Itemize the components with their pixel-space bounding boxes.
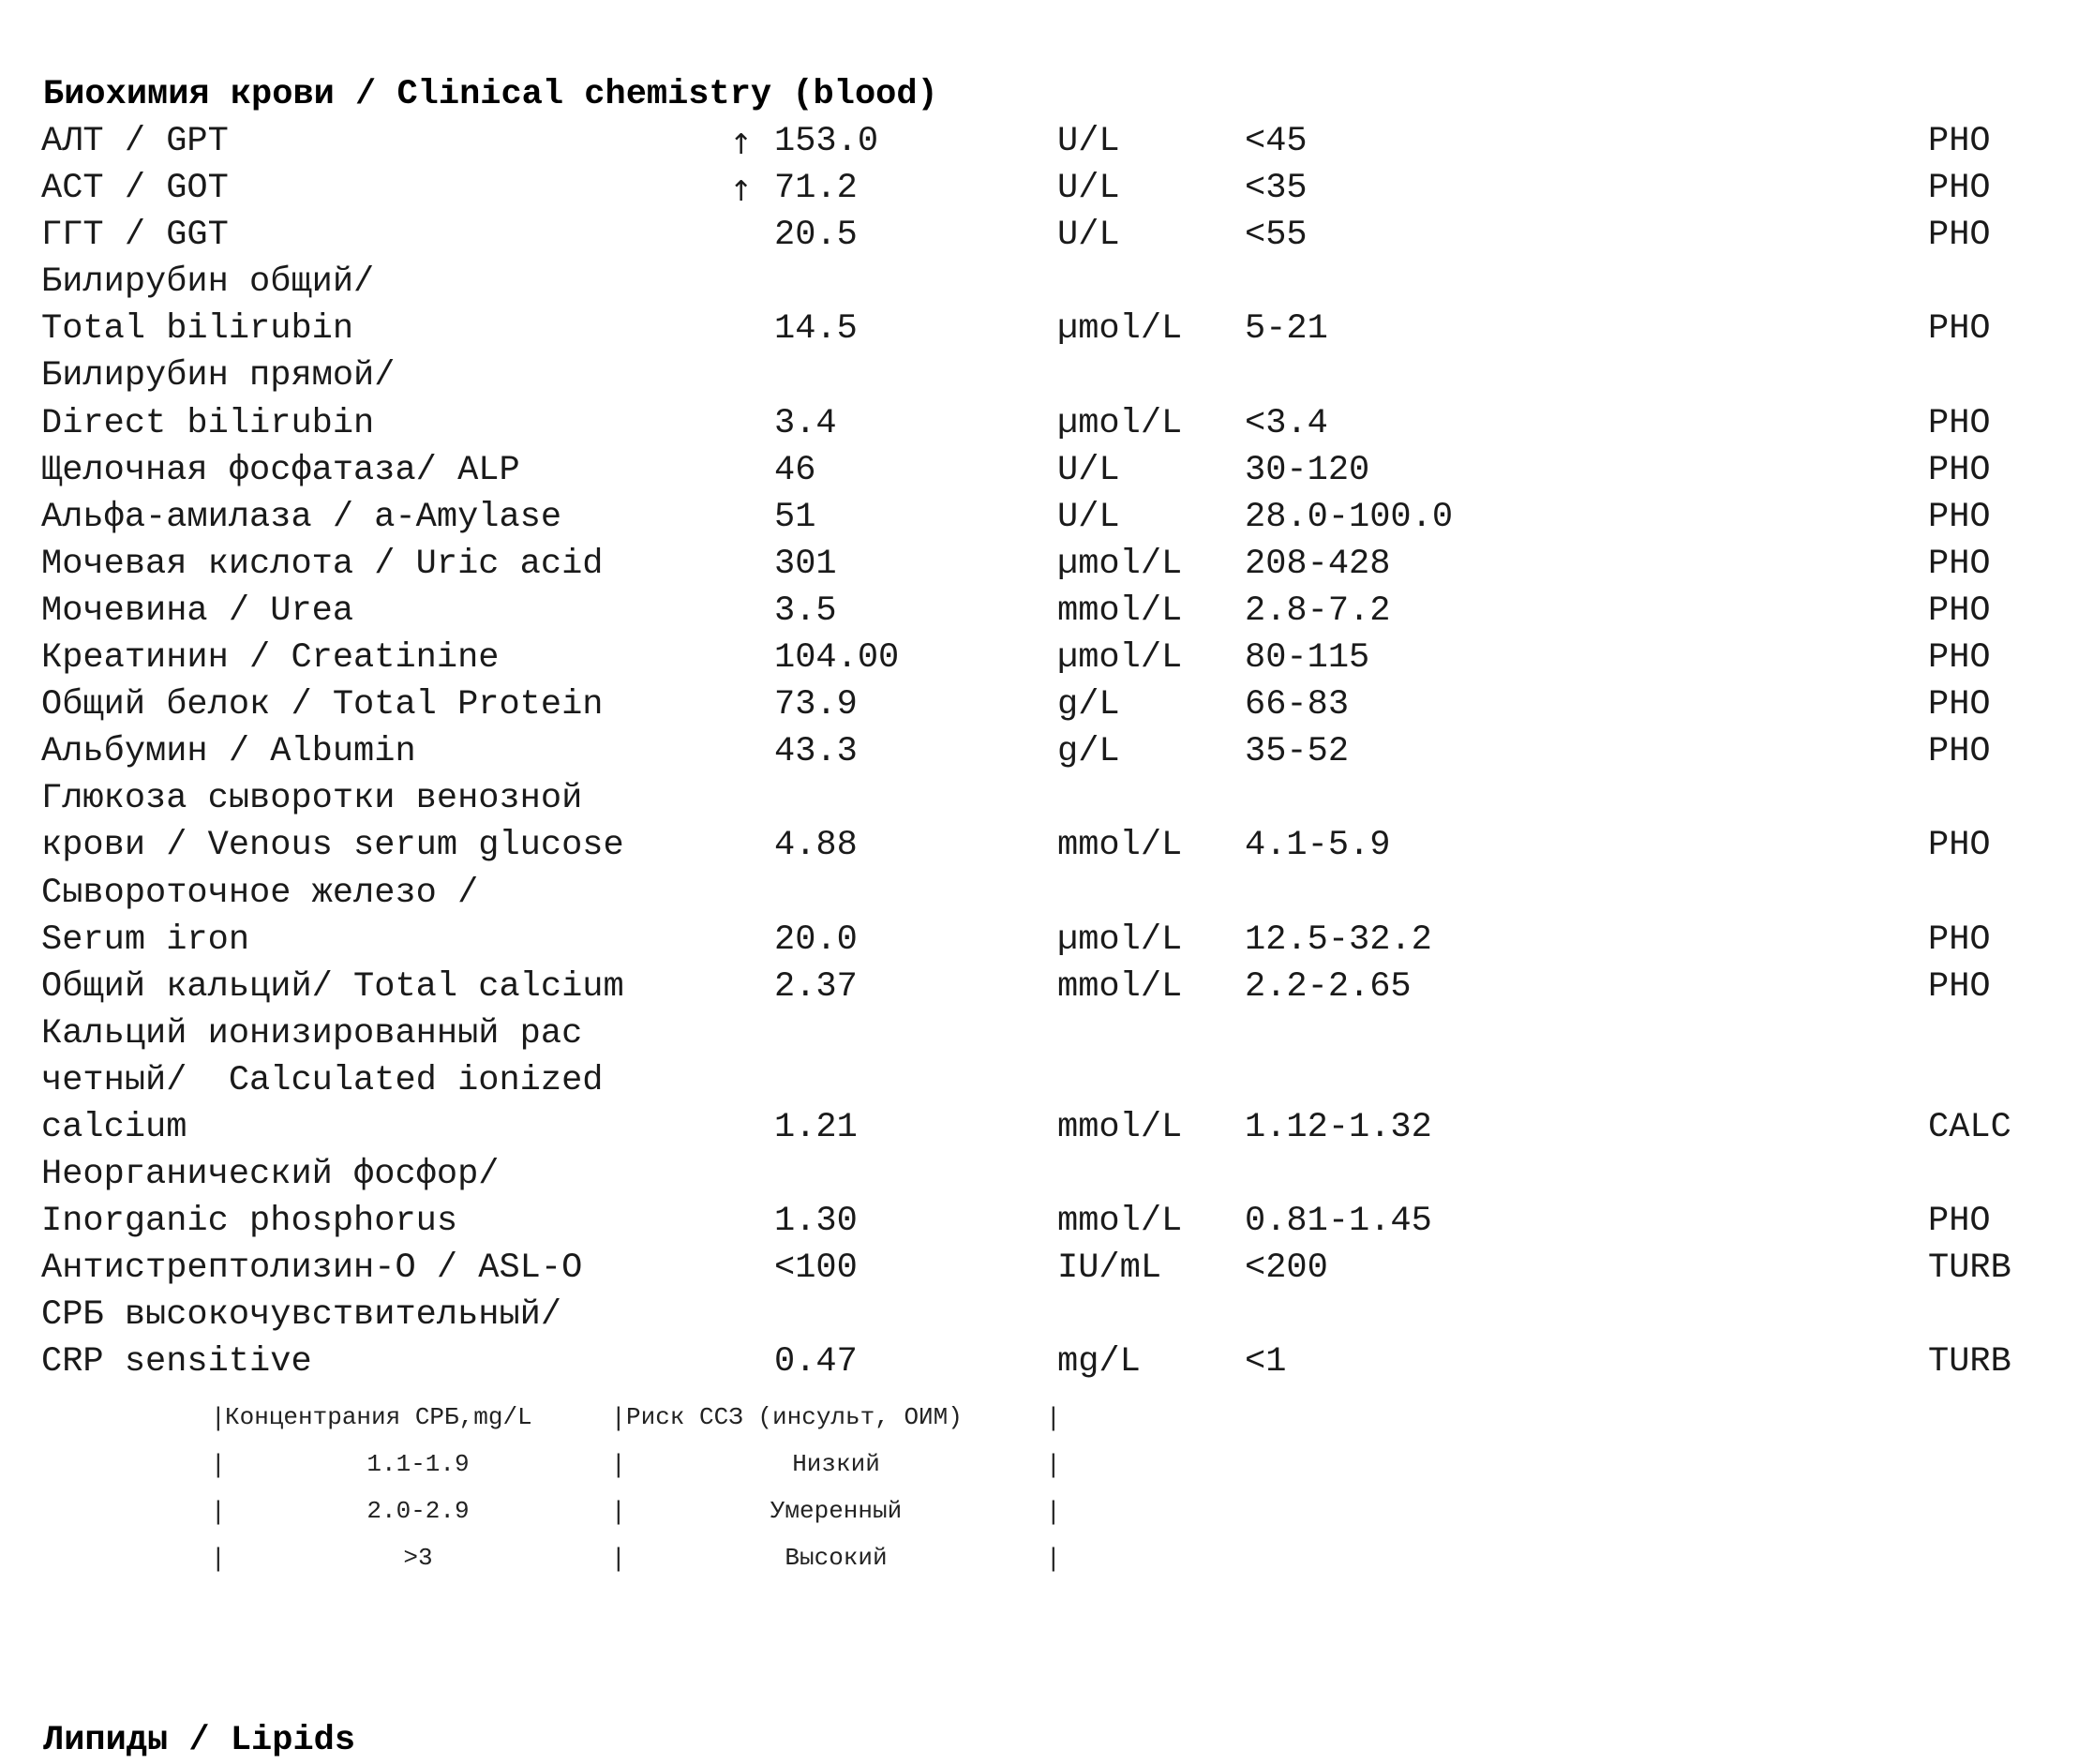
risk-level: Высокий (785, 1544, 888, 1572)
test-name: CRP sensitive (41, 1342, 312, 1383)
reference-range: <35 (1245, 169, 1308, 209)
result-unit: µmol/L (1057, 638, 1183, 679)
table-border: | (1046, 1544, 1061, 1572)
result-unit: g/L (1057, 685, 1120, 725)
result-row (0, 447, 2093, 494)
risk-table-row (0, 1487, 2093, 1534)
result-value: 51 (774, 497, 816, 537)
result-value: <100 (774, 1248, 858, 1289)
result-row (0, 1057, 2093, 1104)
reference-range: 30-120 (1245, 450, 1370, 490)
test-name: Сывороточное железо / (41, 873, 479, 913)
result-unit: IU/mL (1057, 1248, 1162, 1289)
result-unit: mmol/L (1057, 590, 1183, 631)
result-row (0, 1245, 2093, 1292)
result-row (0, 775, 2093, 822)
result-value: 1.30 (774, 1202, 858, 1242)
result-row (0, 870, 2093, 917)
test-name: Антистрептолизин-О / ASL-O (41, 1248, 583, 1289)
test-name: Кальций ионизированный рас (41, 1013, 583, 1054)
result-value: 4.88 (774, 826, 858, 866)
reference-range: 0.81-1.45 (1245, 1202, 1432, 1242)
test-name: Альфа-амилаза / a-Amylase (41, 497, 562, 537)
result-row (0, 352, 2093, 399)
result-unit: U/L (1057, 169, 1120, 209)
risk-table-row (0, 1534, 2093, 1581)
test-name: Глюкоза сыворотки венозной (41, 779, 583, 819)
table-border: | (1046, 1403, 1061, 1431)
reference-range: 4.1-5.9 (1245, 826, 1391, 866)
result-unit: U/L (1057, 122, 1120, 161)
result-value: 20.5 (774, 216, 858, 256)
result-unit: U/L (1057, 450, 1120, 490)
result-value: 104.00 (774, 638, 900, 679)
table-border: | (611, 1403, 626, 1431)
risk-concentration: 1.1-1.9 (366, 1450, 470, 1478)
test-name: Альбумин / Albumin (41, 732, 416, 772)
test-name: Общий белок / Total Protein (41, 685, 604, 725)
table-border: | (211, 1544, 226, 1572)
result-row (0, 541, 2093, 588)
test-name: ГГТ / GGT (41, 216, 229, 256)
result-value: 0.47 (774, 1342, 858, 1383)
result-row (0, 635, 2093, 681)
result-unit: U/L (1057, 216, 1120, 256)
reference-range: <55 (1245, 216, 1308, 256)
risk-level: Низкий (792, 1450, 880, 1478)
table-border: | (611, 1497, 626, 1525)
method-code: PHO (1928, 919, 1991, 960)
result-row (0, 822, 2093, 869)
method-code: PHO (1928, 216, 1991, 256)
method-code: CALC (1928, 1107, 2011, 1147)
reference-range: 12.5-32.2 (1245, 919, 1432, 960)
table-border: | (211, 1403, 226, 1431)
method-code: PHO (1928, 309, 1991, 350)
risk-header-concentration: Концентрания СРБ,mg/L (225, 1403, 532, 1431)
table-border: | (1046, 1450, 1061, 1478)
result-row (0, 1151, 2093, 1198)
test-name: АЛТ / GPT (41, 122, 229, 161)
result-unit: mmol/L (1057, 966, 1183, 1007)
method-code: PHO (1928, 732, 1991, 772)
result-unit: µmol/L (1057, 309, 1183, 350)
test-name: Билирубин общий/ (41, 262, 375, 303)
result-row (0, 1338, 2093, 1385)
result-value: 71.2 (774, 169, 858, 209)
method-code: PHO (1928, 966, 1991, 1007)
risk-table-row (0, 1441, 2093, 1487)
test-name: Direct bilirubin (41, 403, 375, 443)
table-border: | (211, 1497, 226, 1525)
reference-range: 35-52 (1245, 732, 1350, 772)
result-value: 46 (774, 450, 816, 490)
method-code: PHO (1928, 826, 1991, 866)
result-row (0, 1292, 2093, 1338)
reference-range: 5-21 (1245, 309, 1328, 350)
test-name: Креатинин / Creatinine (41, 638, 500, 679)
method-code: PHO (1928, 122, 1991, 161)
reference-range: 208-428 (1245, 544, 1391, 584)
test-name: Мочевая кислота / Uric acid (41, 544, 604, 584)
risk-concentration: 2.0-2.9 (366, 1497, 470, 1525)
result-value: 2.37 (774, 966, 858, 1007)
result-row (0, 1198, 2093, 1245)
result-row (0, 728, 2093, 775)
reference-range: <1 (1245, 1342, 1287, 1383)
result-value: 73.9 (774, 685, 858, 725)
result-row (0, 917, 2093, 964)
test-name: Serum iron (41, 919, 250, 960)
test-name: calcium (41, 1107, 187, 1147)
result-row (0, 212, 2093, 259)
test-name: Мочевина / Urea (41, 590, 354, 631)
table-border: | (611, 1544, 626, 1572)
method-code: PHO (1928, 685, 1991, 725)
result-unit: U/L (1057, 497, 1120, 537)
section-title-chemistry: Биохимия крови / Clinical chemistry (blood) (43, 75, 938, 114)
result-value: 1.21 (774, 1107, 858, 1147)
table-border: | (211, 1450, 226, 1478)
reference-range: 2.2-2.65 (1245, 966, 1412, 1007)
results-list (0, 118, 2093, 1386)
test-name: Общий кальций/ Total calcium (41, 966, 624, 1007)
result-row (0, 1010, 2093, 1057)
result-row (0, 400, 2093, 447)
method-code: TURB (1928, 1342, 2011, 1383)
reference-range: <200 (1245, 1248, 1328, 1289)
result-row (0, 681, 2093, 728)
method-code: PHO (1928, 497, 1991, 537)
reference-range: 80-115 (1245, 638, 1370, 679)
result-unit: µmol/L (1057, 403, 1183, 443)
result-row (0, 494, 2093, 541)
method-code: TURB (1928, 1248, 2011, 1289)
method-code: PHO (1928, 1202, 1991, 1242)
reference-range: <45 (1245, 122, 1308, 161)
result-value: 301 (774, 544, 837, 584)
method-code: PHO (1928, 403, 1991, 443)
result-unit: µmol/L (1057, 919, 1183, 960)
crp-risk-table (0, 1394, 2093, 1581)
abnormal-flag-icon: ↑ (729, 175, 754, 209)
table-border: | (1046, 1497, 1061, 1525)
result-value: 3.5 (774, 590, 837, 631)
test-name: Неорганический фосфор/ (41, 1155, 500, 1195)
risk-table-header (0, 1394, 2093, 1441)
reference-range: 2.8-7.2 (1245, 590, 1391, 631)
method-code: PHO (1928, 169, 1991, 209)
result-value: 20.0 (774, 919, 858, 960)
test-name: крови / Venous serum glucose (41, 826, 624, 866)
reference-range: 66-83 (1245, 685, 1350, 725)
table-border: | (611, 1450, 626, 1478)
method-code: PHO (1928, 638, 1991, 679)
reference-range: 28.0-100.0 (1245, 497, 1454, 537)
result-row (0, 165, 2093, 212)
result-unit: µmol/L (1057, 544, 1183, 584)
test-name: Билирубин прямой/ (41, 356, 396, 396)
result-row (0, 1104, 2093, 1151)
result-value: 3.4 (774, 403, 837, 443)
test-name: Inorganic phosphorus (41, 1202, 458, 1242)
result-unit: mmol/L (1057, 826, 1183, 866)
risk-level: Умеренный (770, 1497, 903, 1525)
result-value: 14.5 (774, 309, 858, 350)
test-name: Щелочная фосфатаза/ ALP (41, 450, 520, 490)
reference-range: 1.12-1.32 (1245, 1107, 1432, 1147)
result-row (0, 588, 2093, 635)
section-title-lipids: Липиды / Lipids (43, 1721, 356, 1760)
risk-concentration: >3 (403, 1544, 433, 1572)
result-row (0, 118, 2093, 165)
method-code: PHO (1928, 450, 1991, 490)
abnormal-flag-icon: ↑ (729, 128, 754, 161)
risk-header-risk: Риск ССЗ (инсульт, ОИМ) (626, 1403, 963, 1431)
test-name: четный/ Calculated ionized (41, 1060, 604, 1100)
result-value: 43.3 (774, 732, 858, 772)
test-name: СРБ высокочувствительный/ (41, 1295, 562, 1336)
result-value: 153.0 (774, 122, 879, 161)
test-name: АСТ / GOT (41, 169, 229, 209)
reference-range: <3.4 (1245, 403, 1328, 443)
result-row (0, 964, 2093, 1010)
result-unit: mmol/L (1057, 1107, 1183, 1147)
method-code: PHO (1928, 544, 1991, 584)
result-unit: g/L (1057, 732, 1120, 772)
result-unit: mmol/L (1057, 1202, 1183, 1242)
method-code: PHO (1928, 590, 1991, 631)
result-row (0, 259, 2093, 306)
result-unit: mg/L (1057, 1342, 1141, 1383)
test-name: Total bilirubin (41, 309, 354, 350)
result-row (0, 306, 2093, 352)
